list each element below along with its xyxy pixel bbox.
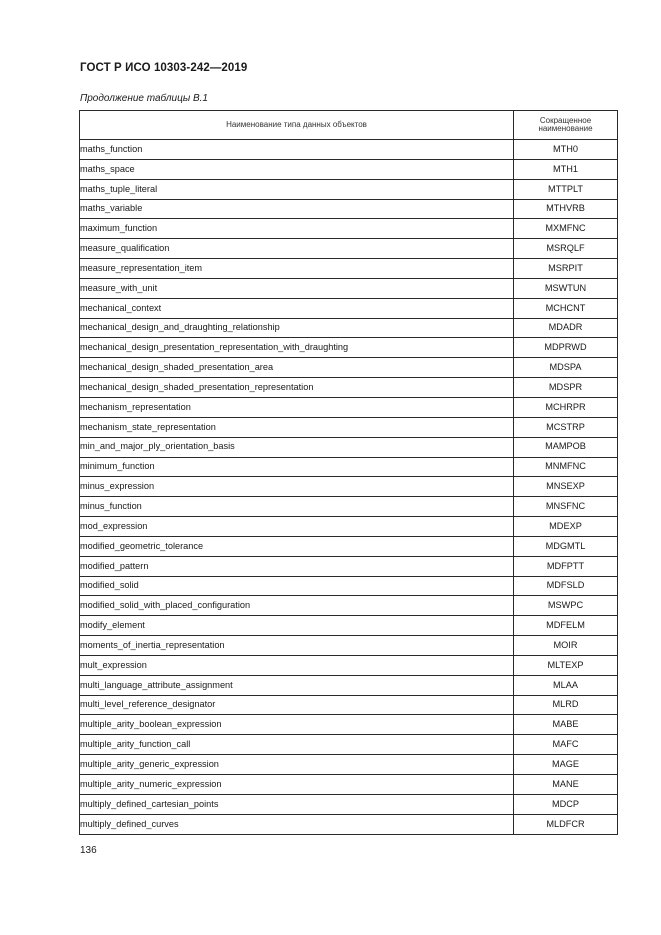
entity-name-cell: mechanism_state_representation <box>80 417 514 437</box>
entity-name-cell: minimum_function <box>80 457 514 477</box>
table-row <box>80 298 618 318</box>
table-row <box>80 735 618 755</box>
entity-name-cell: moments_of_inertia_representation <box>80 636 514 656</box>
short-name-cell: MABE <box>514 715 618 735</box>
entity-name-cell: maximum_function <box>80 219 514 239</box>
entity-name-cell: modified_pattern <box>80 556 514 576</box>
entity-name-cell: measure_qualification <box>80 239 514 259</box>
table-row <box>80 278 618 298</box>
table-row <box>80 675 618 695</box>
table-row <box>80 159 618 179</box>
table-row <box>80 358 618 378</box>
table-row <box>80 497 618 517</box>
short-name-cell: MDCP <box>514 794 618 814</box>
entity-name-cell: multiple_arity_boolean_expression <box>80 715 514 735</box>
table-row <box>80 636 618 656</box>
entity-name-cell: multiple_arity_generic_expression <box>80 755 514 775</box>
table-row <box>80 596 618 616</box>
entity-name-cell: mult_expression <box>80 655 514 675</box>
entity-name-cell: maths_tuple_literal <box>80 179 514 199</box>
entity-name-cell: mechanism_representation <box>80 397 514 417</box>
table-row <box>80 199 618 219</box>
short-name-cell: MXMFNC <box>514 219 618 239</box>
short-name-cell: MNSEXP <box>514 477 618 497</box>
column-header-short-line2: наименование <box>538 124 593 133</box>
short-name-cell: MAMPOB <box>514 437 618 457</box>
short-name-cell: MANE <box>514 775 618 795</box>
table-row <box>80 378 618 398</box>
table-caption: Продолжение таблицы B.1 <box>80 93 208 104</box>
table-row <box>80 219 618 239</box>
table-row <box>80 457 618 477</box>
table-row <box>80 755 618 775</box>
table-row <box>80 655 618 675</box>
entity-name-cell: multiply_defined_curves <box>80 814 514 834</box>
entity-name-cell: mechanical_design_and_draughting_relationship <box>80 318 514 338</box>
table-row <box>80 775 618 795</box>
short-name-cell: MTTPLT <box>514 179 618 199</box>
short-name-cell: MDFPTT <box>514 556 618 576</box>
short-name-cell: MDEXP <box>514 517 618 537</box>
short-name-cell: MOIR <box>514 636 618 656</box>
entity-name-cell: multiple_arity_numeric_expression <box>80 775 514 795</box>
table-row <box>80 715 618 735</box>
short-name-cell: MTH0 <box>514 140 618 160</box>
short-name-cell: MDSPR <box>514 378 618 398</box>
short-name-cell: MAGE <box>514 755 618 775</box>
entity-name-cell: mechanical_design_presentation_representation_with_draughting <box>80 338 514 358</box>
table-row <box>80 239 618 259</box>
entity-name-cell: mechanical_context <box>80 298 514 318</box>
table-row <box>80 814 618 834</box>
table-row <box>80 437 618 457</box>
short-name-cell: MDSPA <box>514 358 618 378</box>
entity-name-cell: measure_with_unit <box>80 278 514 298</box>
entity-name-cell: multiple_arity_function_call <box>80 735 514 755</box>
short-name-cell: MSWPC <box>514 596 618 616</box>
entity-name-cell: modified_solid_with_placed_configuration <box>80 596 514 616</box>
entity-name-cell: multiply_defined_cartesian_points <box>80 794 514 814</box>
table-row <box>80 616 618 636</box>
entity-name-cell: modified_solid <box>80 576 514 596</box>
entity-name-cell: maths_variable <box>80 199 514 219</box>
short-name-cell: MLDFCR <box>514 814 618 834</box>
column-header-short-line1: Сокращенное <box>539 116 592 125</box>
table-header-row <box>80 111 618 140</box>
short-name-cell: MTHVRB <box>514 199 618 219</box>
entity-name-cell: maths_space <box>80 159 514 179</box>
table-row <box>80 556 618 576</box>
table-row <box>80 179 618 199</box>
short-name-cell: MSWTUN <box>514 278 618 298</box>
table-row <box>80 140 618 160</box>
short-name-cell: MNMFNC <box>514 457 618 477</box>
table-row <box>80 338 618 358</box>
entity-name-cell: multi_level_reference_designator <box>80 695 514 715</box>
short-name-cell: MDFELM <box>514 616 618 636</box>
table-row <box>80 536 618 556</box>
entity-name-cell: mechanical_design_shaded_presentation_representation <box>80 378 514 398</box>
short-name-cell: MAFC <box>514 735 618 755</box>
short-name-cell: MTH1 <box>514 159 618 179</box>
short-name-cell: MDADR <box>514 318 618 338</box>
short-name-cell: MSRQLF <box>514 239 618 259</box>
short-name-cell: MCHRPR <box>514 397 618 417</box>
entity-name-cell: minus_expression <box>80 477 514 497</box>
short-name-cell: MLAA <box>514 675 618 695</box>
entity-name-cell: mechanical_design_shaded_presentation_area <box>80 358 514 378</box>
entity-name-cell: maths_function <box>80 140 514 160</box>
table-row <box>80 695 618 715</box>
table-row <box>80 259 618 279</box>
short-name-cell: MLRD <box>514 695 618 715</box>
entity-name-cell: multi_language_attribute_assignment <box>80 675 514 695</box>
entity-name-cell: modify_element <box>80 616 514 636</box>
table-row <box>80 576 618 596</box>
entity-name-cell: minus_function <box>80 497 514 517</box>
document-standard-title: ГОСТ Р ИСО 10303-242—2019 <box>80 62 248 74</box>
table-row <box>80 318 618 338</box>
abbreviations-table <box>79 110 618 835</box>
short-name-cell: MCSTRP <box>514 417 618 437</box>
short-name-cell: MDFSLD <box>514 576 618 596</box>
page-number: 136 <box>80 845 97 856</box>
table-row <box>80 517 618 537</box>
short-name-cell: MDPRWD <box>514 338 618 358</box>
entity-name-cell: min_and_major_ply_orientation_basis <box>80 437 514 457</box>
column-header-name: Наименование типа данных объектов <box>80 111 514 140</box>
short-name-cell: MNSFNC <box>514 497 618 517</box>
column-header-short <box>514 111 618 140</box>
table-row <box>80 397 618 417</box>
entity-name-cell: mod_expression <box>80 517 514 537</box>
table-row <box>80 794 618 814</box>
entity-name-cell: measure_representation_item <box>80 259 514 279</box>
short-name-cell: MDGMTL <box>514 536 618 556</box>
short-name-cell: MCHCNT <box>514 298 618 318</box>
entity-name-cell: modified_geometric_tolerance <box>80 536 514 556</box>
short-name-cell: MLTEXP <box>514 655 618 675</box>
table-row <box>80 477 618 497</box>
table-row <box>80 417 618 437</box>
short-name-cell: MSRPIT <box>514 259 618 279</box>
